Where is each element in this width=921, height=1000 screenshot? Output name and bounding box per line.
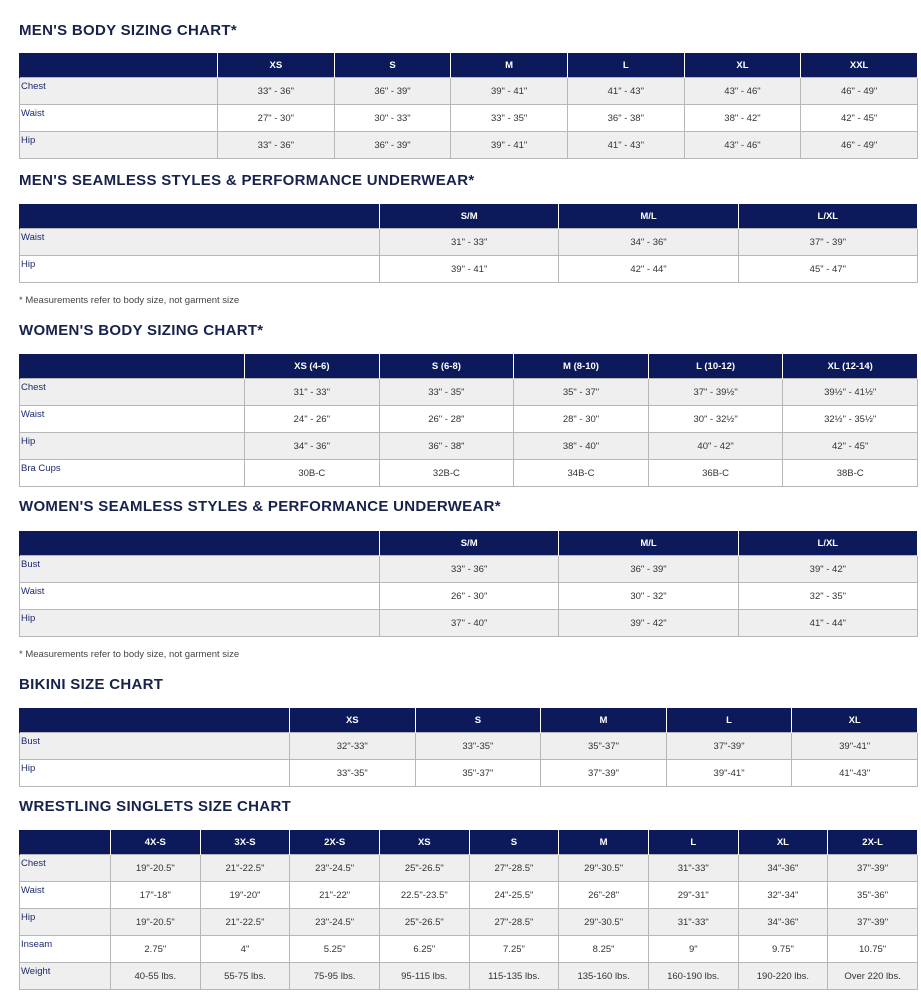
- mens-body-sizing-table: [19, 52, 918, 159]
- header-corner-cell: [20, 354, 245, 379]
- measurement-cell: 39" - 42": [559, 610, 738, 637]
- size-column-header: 3X-S: [200, 830, 290, 855]
- measurement-cell: 19"-20": [200, 882, 290, 909]
- header-corner-cell: [20, 53, 218, 78]
- row-label: Bust: [20, 733, 290, 760]
- measurement-cell: 46" - 49": [801, 132, 918, 159]
- measurement-cell: 28" - 30": [514, 406, 649, 433]
- size-column-header: XS: [379, 830, 469, 855]
- measurement-cell: 33"-35": [290, 760, 416, 787]
- measurement-cell: 32B-C: [379, 460, 514, 487]
- measurement-cell: 30" - 32": [559, 583, 738, 610]
- measurement-note: * Measurements refer to body size, not garment size: [19, 649, 240, 660]
- size-column-header: S/M: [380, 204, 559, 229]
- row-label: Hip: [20, 909, 111, 936]
- table-row: [20, 855, 918, 882]
- table-row: [20, 556, 918, 583]
- measurement-cell: 38" - 42": [684, 105, 801, 132]
- table-row: [20, 229, 918, 256]
- header-row: [20, 531, 918, 556]
- measurement-cell: 33"-35": [415, 733, 541, 760]
- measurement-cell: 10.75": [828, 936, 918, 963]
- table-row: [20, 78, 918, 105]
- row-label: Waist: [20, 105, 218, 132]
- measurement-cell: 42" - 45": [801, 105, 918, 132]
- table-row: [20, 610, 918, 637]
- row-label: Inseam: [20, 936, 111, 963]
- measurement-cell: 32"-33": [290, 733, 416, 760]
- table-row: [20, 379, 918, 406]
- section-title-womens-body: WOMEN'S BODY SIZING CHART*: [19, 322, 264, 339]
- measurement-cell: 42" - 45": [783, 433, 918, 460]
- measurement-cell: 32" - 35": [738, 583, 917, 610]
- header-row: [20, 354, 918, 379]
- measurement-cell: 39"-41": [792, 733, 918, 760]
- measurement-cell: 6.25": [379, 936, 469, 963]
- measurement-cell: 33" - 36": [218, 78, 335, 105]
- size-column-header: S: [334, 53, 451, 78]
- measurement-cell: 37"-39": [541, 760, 667, 787]
- table-row: [20, 256, 918, 283]
- measurement-cell: 36" - 39": [334, 78, 451, 105]
- measurement-cell: 35" - 37": [514, 379, 649, 406]
- measurement-cell: 115-135 lbs.: [469, 963, 559, 990]
- measurement-cell: 25"-26.5": [379, 855, 469, 882]
- measurement-cell: 41" - 43": [567, 78, 684, 105]
- measurement-cell: 27"-28.5": [469, 855, 559, 882]
- measurement-cell: 31"-33": [648, 855, 738, 882]
- measurement-cell: 190-220 lbs.: [738, 963, 828, 990]
- measurement-cell: 24"-25.5": [469, 882, 559, 909]
- size-column-header: M/L: [559, 204, 738, 229]
- measurement-cell: 38" - 40": [514, 433, 649, 460]
- measurement-cell: 30" - 33": [334, 105, 451, 132]
- measurement-cell: 46" - 49": [801, 78, 918, 105]
- header-row: [20, 708, 918, 733]
- table-row: [20, 433, 918, 460]
- row-label: Chest: [20, 379, 245, 406]
- measurement-cell: 2.75": [111, 936, 201, 963]
- table-row: [20, 460, 918, 487]
- section-title-womens-seamless: WOMEN'S SEAMLESS STYLES & PERFORMANCE UNDERWEAR*: [19, 498, 501, 515]
- size-column-header: XS: [218, 53, 335, 78]
- size-column-header: XL: [792, 708, 918, 733]
- measurement-cell: 32"-34": [738, 882, 828, 909]
- size-column-header: L: [648, 830, 738, 855]
- size-column-header: L: [666, 708, 792, 733]
- table-row: [20, 760, 918, 787]
- measurement-cell: 19"-20.5": [111, 855, 201, 882]
- size-column-header: L/XL: [738, 531, 917, 556]
- size-column-header: XS (4-6): [245, 354, 380, 379]
- measurement-cell: Over 220 lbs.: [828, 963, 918, 990]
- size-column-header: XL: [684, 53, 801, 78]
- header-corner-cell: [20, 708, 290, 733]
- size-column-header: XXL: [801, 53, 918, 78]
- measurement-cell: 135-160 lbs.: [559, 963, 649, 990]
- row-label: Waist: [20, 882, 111, 909]
- size-column-header: M: [559, 830, 649, 855]
- measurement-cell: 39" - 41": [451, 78, 568, 105]
- measurement-cell: 55-75 lbs.: [200, 963, 290, 990]
- size-column-header: 4X-S: [111, 830, 201, 855]
- measurement-note: * Measurements refer to body size, not garment size: [19, 295, 240, 306]
- measurement-cell: 21"-22.5": [200, 909, 290, 936]
- row-label: Waist: [20, 583, 380, 610]
- measurement-cell: 36B-C: [648, 460, 783, 487]
- measurement-cell: 7.25": [469, 936, 559, 963]
- section-title-wrestling: WRESTLING SINGLETS SIZE CHART: [19, 798, 292, 815]
- size-column-header: S/M: [380, 531, 559, 556]
- measurement-cell: 33" - 36": [380, 556, 559, 583]
- row-label: Waist: [20, 406, 245, 433]
- row-label: Bra Cups: [20, 460, 245, 487]
- measurement-cell: 9": [648, 936, 738, 963]
- size-column-header: XS: [290, 708, 416, 733]
- measurement-cell: 29"-30.5": [559, 909, 649, 936]
- section-title-mens-seamless: MEN'S SEAMLESS STYLES & PERFORMANCE UNDERWEAR*: [19, 172, 475, 189]
- table-row: [20, 882, 918, 909]
- measurement-cell: 35"-37": [541, 733, 667, 760]
- measurement-cell: 25"-26.5": [379, 909, 469, 936]
- measurement-cell: 31"-33": [648, 909, 738, 936]
- measurement-cell: 42" - 44": [559, 256, 738, 283]
- measurement-cell: 34B-C: [514, 460, 649, 487]
- measurement-cell: 30" - 32½": [648, 406, 783, 433]
- row-label: Hip: [20, 132, 218, 159]
- measurement-cell: 21"-22.5": [200, 855, 290, 882]
- row-label: Weight: [20, 963, 111, 990]
- measurement-cell: 35"-37": [415, 760, 541, 787]
- measurement-cell: 34" - 36": [245, 433, 380, 460]
- measurement-cell: 21"-22": [290, 882, 380, 909]
- measurement-cell: 33" - 36": [218, 132, 335, 159]
- measurement-cell: 36" - 38": [379, 433, 514, 460]
- measurement-cell: 23"-24.5": [290, 855, 380, 882]
- measurement-cell: 23"-24.5": [290, 909, 380, 936]
- size-column-header: L/XL: [738, 204, 917, 229]
- header-corner-cell: [20, 830, 111, 855]
- measurement-cell: 32½" - 35½": [783, 406, 918, 433]
- size-column-header: 2X-S: [290, 830, 380, 855]
- row-label: Chest: [20, 855, 111, 882]
- row-label: Hip: [20, 256, 380, 283]
- measurement-cell: 40-55 lbs.: [111, 963, 201, 990]
- measurement-cell: 37" - 39": [738, 229, 917, 256]
- measurement-cell: 34" - 36": [559, 229, 738, 256]
- size-column-header: S: [469, 830, 559, 855]
- table-row: [20, 963, 918, 990]
- measurement-cell: 37"-39": [828, 855, 918, 882]
- wrestling-singlets-table: [19, 829, 918, 990]
- measurement-cell: 31" - 33": [380, 229, 559, 256]
- header-row: [20, 53, 918, 78]
- measurement-cell: 41"-43": [792, 760, 918, 787]
- measurement-cell: 39½" - 41½": [783, 379, 918, 406]
- measurement-cell: 160-190 lbs.: [648, 963, 738, 990]
- table-row: [20, 936, 918, 963]
- measurement-cell: 38B-C: [783, 460, 918, 487]
- size-column-header: M/L: [559, 531, 738, 556]
- size-column-header: M (8-10): [514, 354, 649, 379]
- measurement-cell: 33" - 35": [451, 105, 568, 132]
- measurement-cell: 26"-28": [559, 882, 649, 909]
- table-row: [20, 105, 918, 132]
- measurement-cell: 37"-39": [666, 733, 792, 760]
- row-label: Hip: [20, 433, 245, 460]
- measurement-cell: 45" - 47": [738, 256, 917, 283]
- section-title-mens-body: MEN'S BODY SIZING CHART*: [19, 22, 238, 39]
- measurement-cell: 75-95 lbs.: [290, 963, 380, 990]
- measurement-cell: 39" - 41": [380, 256, 559, 283]
- measurement-cell: 37"-39": [828, 909, 918, 936]
- measurement-cell: 33" - 35": [379, 379, 514, 406]
- womens-body-sizing-table: [19, 353, 918, 487]
- measurement-cell: 29"-31": [648, 882, 738, 909]
- measurement-cell: 19"-20.5": [111, 909, 201, 936]
- size-column-header: M: [451, 53, 568, 78]
- measurement-cell: 27"-28.5": [469, 909, 559, 936]
- measurement-cell: 39" - 41": [451, 132, 568, 159]
- table-row: [20, 406, 918, 433]
- table-row: [20, 583, 918, 610]
- measurement-cell: 9.75": [738, 936, 828, 963]
- measurement-cell: 37" - 39½": [648, 379, 783, 406]
- measurement-cell: 24" - 26": [245, 406, 380, 433]
- measurement-cell: 37" - 40": [380, 610, 559, 637]
- header-row: [20, 204, 918, 229]
- size-column-header: L: [567, 53, 684, 78]
- measurement-cell: 27" - 30": [218, 105, 335, 132]
- row-label: Waist: [20, 229, 380, 256]
- measurement-cell: 8.25": [559, 936, 649, 963]
- measurement-cell: 22.5"-23.5": [379, 882, 469, 909]
- womens-seamless-table: [19, 530, 918, 637]
- size-column-header: XL: [738, 830, 828, 855]
- measurement-cell: 43" - 46": [684, 78, 801, 105]
- measurement-cell: 34"-36": [738, 855, 828, 882]
- size-column-header: 2X-L: [828, 830, 918, 855]
- measurement-cell: 43" - 46": [684, 132, 801, 159]
- measurement-cell: 39"-41": [666, 760, 792, 787]
- size-column-header: M: [541, 708, 667, 733]
- row-label: Hip: [20, 760, 290, 787]
- measurement-cell: 95-115 lbs.: [379, 963, 469, 990]
- measurement-cell: 34"-36": [738, 909, 828, 936]
- measurement-cell: 39" - 42": [738, 556, 917, 583]
- measurement-cell: 26" - 30": [380, 583, 559, 610]
- size-column-header: XL (12-14): [783, 354, 918, 379]
- bikini-size-table: [19, 707, 918, 787]
- header-corner-cell: [20, 531, 380, 556]
- measurement-cell: 31" - 33": [245, 379, 380, 406]
- measurement-cell: 41" - 44": [738, 610, 917, 637]
- measurement-cell: 30B-C: [245, 460, 380, 487]
- section-title-bikini: BIKINI SIZE CHART: [19, 676, 164, 693]
- measurement-cell: 35"-36": [828, 882, 918, 909]
- size-column-header: L (10-12): [648, 354, 783, 379]
- measurement-cell: 5.25": [290, 936, 380, 963]
- measurement-cell: 36" - 39": [334, 132, 451, 159]
- measurement-cell: 4": [200, 936, 290, 963]
- measurement-cell: 36" - 39": [559, 556, 738, 583]
- measurement-cell: 40" - 42": [648, 433, 783, 460]
- size-column-header: S (6-8): [379, 354, 514, 379]
- table-row: [20, 132, 918, 159]
- row-label: Bust: [20, 556, 380, 583]
- row-label: Chest: [20, 78, 218, 105]
- measurement-cell: 41" - 43": [567, 132, 684, 159]
- table-row: [20, 733, 918, 760]
- header-corner-cell: [20, 204, 380, 229]
- size-column-header: S: [415, 708, 541, 733]
- measurement-cell: 36" - 38": [567, 105, 684, 132]
- measurement-cell: 26" - 28": [379, 406, 514, 433]
- measurement-cell: 29"-30.5": [559, 855, 649, 882]
- header-row: [20, 830, 918, 855]
- mens-seamless-table: [19, 203, 918, 283]
- row-label: Hip: [20, 610, 380, 637]
- measurement-cell: 17"-18": [111, 882, 201, 909]
- table-row: [20, 909, 918, 936]
